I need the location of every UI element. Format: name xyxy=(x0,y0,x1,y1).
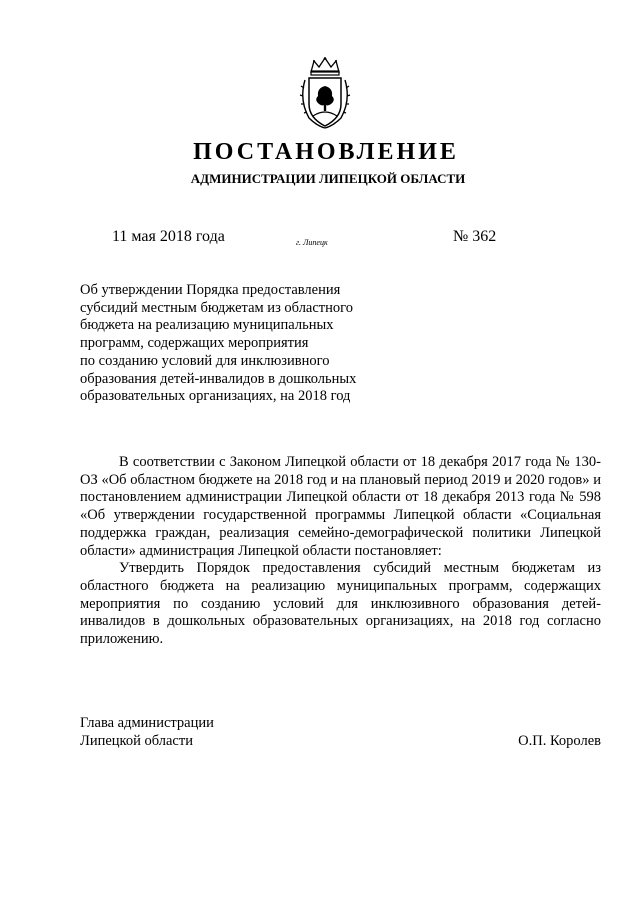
body-paragraph-resolution: Утвердить Порядок предоставления субсидий местным бюджетам из областного бюджета на реализацию муниципальных программ, содержащих мероприятия по созданию условий для инклюзивного образования детей-инвалидов в дошкольных образовательных организациях, на 2018 год согласно приложению. xyxy=(80,560,601,648)
body-paragraph-preamble: В соответствии с Законом Липецкой области от 18 декабря 2017 года № 130-ОЗ «Об областном бюджете на 2018 год и на плановый период 2019 и 2020 годов» и постановлением администрации Липецкой области от 18 декабря 2013 года № 598 «Об утверждении государственной программы Липецкой области «Социальная поддержка граждан, реализация семейно-демографической политики Липецкой области» администрация Липецкой области постановляет: xyxy=(80,454,601,559)
document-issuer: АДМИНИСТРАЦИИ ЛИПЕЦКОЙ ОБЛАСТИ xyxy=(190,171,466,186)
document-number: № 362 xyxy=(453,228,497,245)
subject-line: образовательных организациях, на 2018 год xyxy=(80,388,351,405)
signature-block xyxy=(80,715,601,750)
signatory-position-line: Глава администрации xyxy=(80,715,214,731)
subject-line: Об утверждении Порядка предоставления xyxy=(80,282,341,298)
signatory-position-line: Липецкой области xyxy=(80,732,193,749)
subject-line: бюджета на реализацию муниципальных xyxy=(80,317,334,334)
document-city: г. Липецк xyxy=(296,238,328,247)
subject-line: по созданию условий для инклюзивного xyxy=(80,352,330,369)
coat-of-arms-icon xyxy=(297,56,353,130)
subject-line: субсидий местным бюджетам из областного xyxy=(80,299,353,316)
signatory-name: О.П. Королев xyxy=(518,732,601,749)
document-date: 11 мая 2018 года xyxy=(112,228,225,245)
document-body xyxy=(80,454,601,649)
document-title: ПОСТАНОВЛЕНИЕ xyxy=(193,139,459,165)
subject-line: образования детей-инвалидов в дошкольных xyxy=(80,370,357,387)
document-subject xyxy=(80,282,380,406)
subject-line: программ, содержащих мероприятия xyxy=(80,335,309,352)
